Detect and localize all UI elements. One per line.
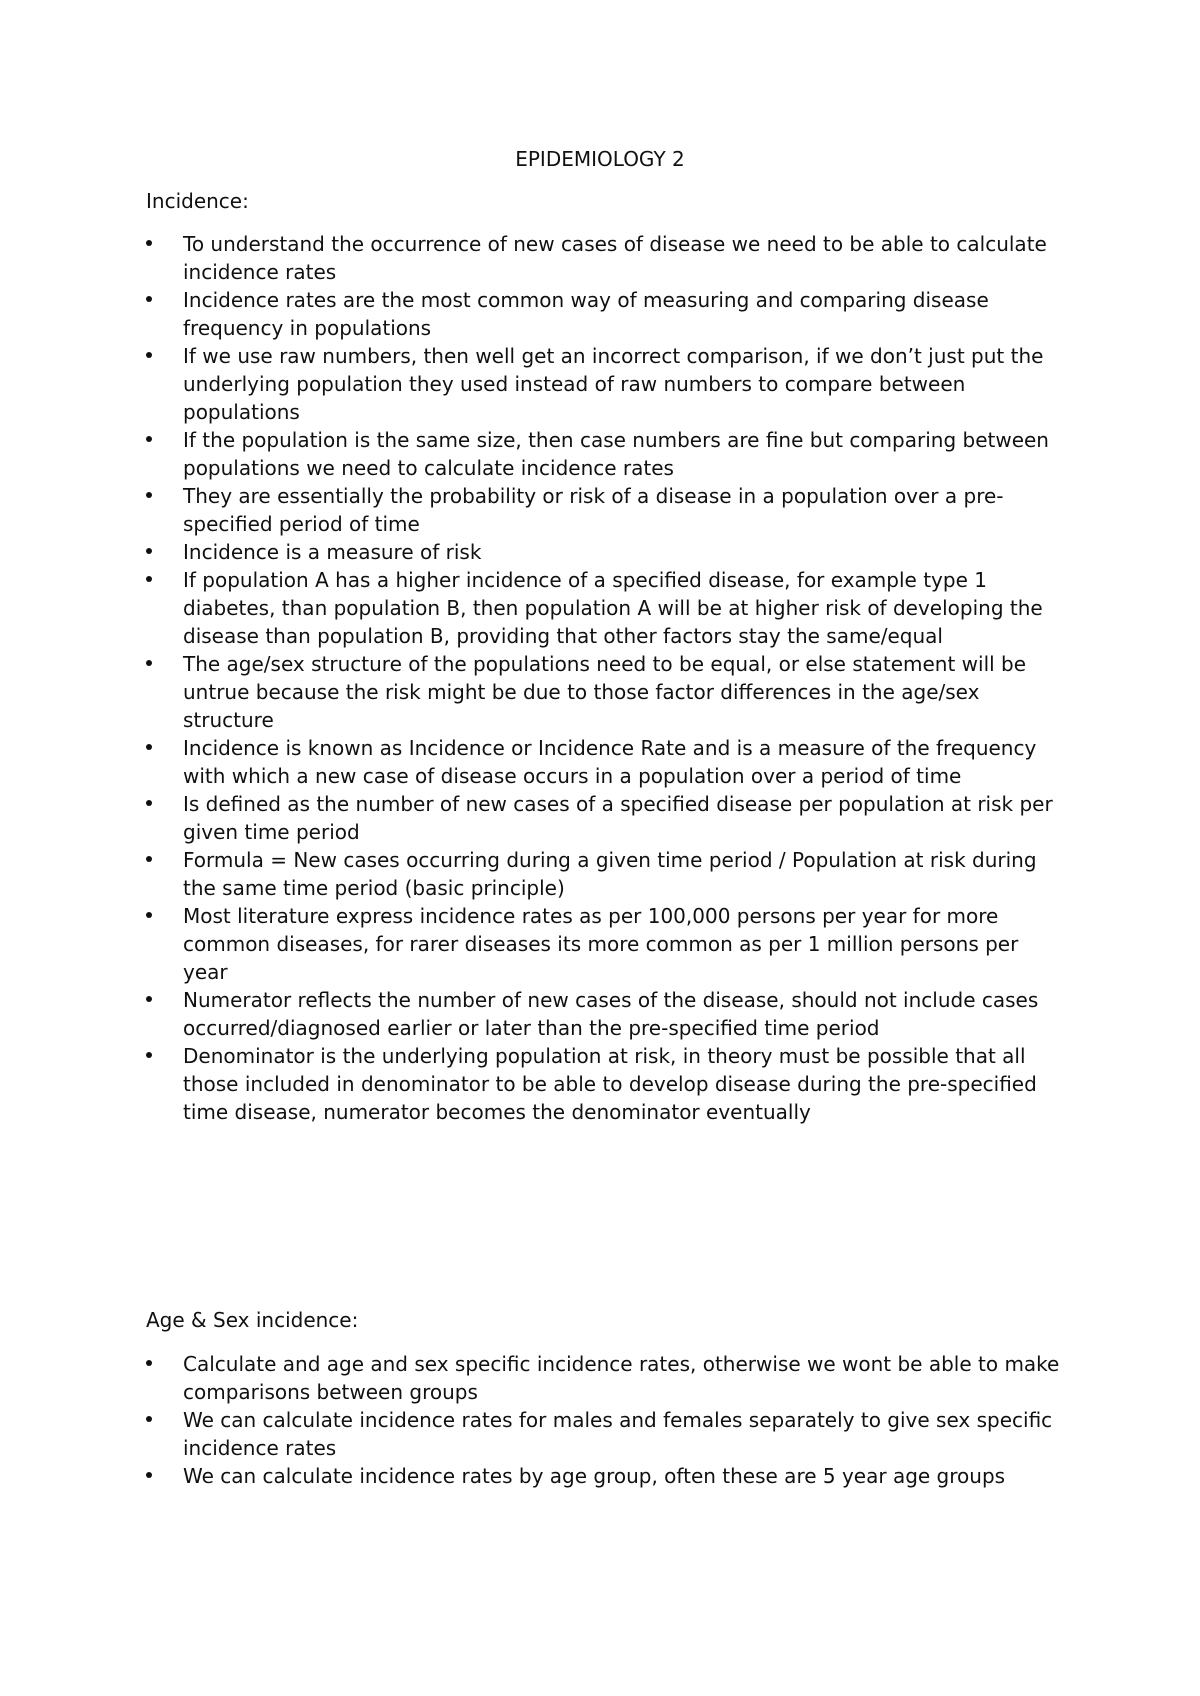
bullet-dot-icon bbox=[146, 996, 152, 1002]
bullet-dot-icon bbox=[146, 1416, 152, 1422]
bullet-text: We can calculate incidence rates for males and females separately to give sex specific incidence rates bbox=[183, 1408, 1053, 1460]
bullet-dot-icon bbox=[146, 744, 152, 750]
list-item bbox=[146, 1406, 1066, 1462]
bullet-dot-icon bbox=[146, 436, 152, 442]
list-item bbox=[146, 986, 1066, 1042]
list-item bbox=[146, 902, 1066, 986]
list-item bbox=[146, 538, 1066, 566]
bullet-dot-icon bbox=[146, 548, 152, 554]
bullet-text: Denominator is the underlying population at risk, in theory must be possible that all those included in denominator to be able to develop disease during the pre-specified time disease, numerator becomes the denominator eventually bbox=[183, 1044, 1037, 1124]
bullet-dot-icon bbox=[146, 856, 152, 862]
bullet-text: We can calculate incidence rates by age group, often these are 5 year age groups bbox=[183, 1464, 1006, 1488]
bullet-dot-icon bbox=[146, 1472, 152, 1478]
list-item bbox=[146, 790, 1066, 846]
list-item bbox=[146, 1462, 1066, 1490]
list-item bbox=[146, 230, 1066, 286]
document-title: EPIDEMIOLOGY 2 bbox=[515, 147, 685, 171]
bullet-list-age-sex-incidence bbox=[146, 1350, 1066, 1490]
list-item bbox=[146, 426, 1066, 482]
list-item bbox=[146, 566, 1066, 650]
list-item bbox=[146, 286, 1066, 342]
bullet-dot-icon bbox=[146, 296, 152, 302]
bullet-dot-icon bbox=[146, 800, 152, 806]
bullet-dot-icon bbox=[146, 1052, 152, 1058]
bullet-dot-icon bbox=[146, 912, 152, 918]
bullet-text: Incidence is known as Incidence or Incidence Rate and is a measure of the frequency with which a new case of disease occurs in a population over a period of time bbox=[183, 736, 1037, 788]
bullet-text: To understand the occurrence of new cases of disease we need to be able to calculate incidence rates bbox=[183, 232, 1047, 284]
bullet-text: Most literature express incidence rates as per 100,000 persons per year for more common diseases, for rarer diseases its more common as per 1 million persons per year bbox=[183, 904, 1019, 984]
bullet-text: If the population is the same size, then case numbers are fine but comparing between populations we need to calculate incidence rates bbox=[183, 428, 1049, 480]
bullet-text: They are essentially the probability or risk of a disease in a population over a pre-specified period of time bbox=[183, 484, 1004, 536]
list-item bbox=[146, 650, 1066, 734]
bullet-dot-icon bbox=[146, 352, 152, 358]
list-item bbox=[146, 482, 1066, 538]
section-heading-incidence: Incidence: bbox=[146, 189, 249, 213]
list-item bbox=[146, 1042, 1066, 1126]
bullet-dot-icon bbox=[146, 1360, 152, 1366]
bullet-text: Incidence is a measure of risk bbox=[183, 540, 482, 564]
bullet-text: If population A has a higher incidence of a specified disease, for example type 1 diabetes, than population B, then population A will be at higher risk of developing the disease than population B, providing that other factors stay the same/equal bbox=[183, 568, 1043, 648]
bullet-text: The age/sex structure of the populations need to be equal, or else statement will be untrue because the risk might be due to those factor differences in the age/sex structure bbox=[183, 652, 1027, 732]
bullet-text: Incidence rates are the most common way of measuring and comparing disease frequency in populations bbox=[183, 288, 989, 340]
bullet-text: Is defined as the number of new cases of a specified disease per population at risk per given time period bbox=[183, 792, 1053, 844]
bullet-list-incidence bbox=[146, 230, 1066, 1126]
bullet-dot-icon bbox=[146, 240, 152, 246]
list-item bbox=[146, 846, 1066, 902]
bullet-dot-icon bbox=[146, 492, 152, 498]
bullet-dot-icon bbox=[146, 660, 152, 666]
section-heading-age-sex-incidence: Age & Sex incidence: bbox=[146, 1308, 359, 1332]
bullet-text: If we use raw numbers, then well get an incorrect comparison, if we don’t just put the underlying population they used instead of raw numbers to compare between populations bbox=[183, 344, 1044, 424]
bullet-text: Formula = New cases occurring during a given time period / Population at risk during the same time period (basic principle) bbox=[183, 848, 1037, 900]
list-item bbox=[146, 342, 1066, 426]
bullet-text: Calculate and age and sex specific incidence rates, otherwise we wont be able to make comparisons between groups bbox=[183, 1352, 1060, 1404]
bullet-text: Numerator reflects the number of new cases of the disease, should not include cases occurred/diagnosed earlier or later than the pre-specified time period bbox=[183, 988, 1039, 1040]
bullet-dot-icon bbox=[146, 576, 152, 582]
list-item bbox=[146, 734, 1066, 790]
list-item bbox=[146, 1350, 1066, 1406]
